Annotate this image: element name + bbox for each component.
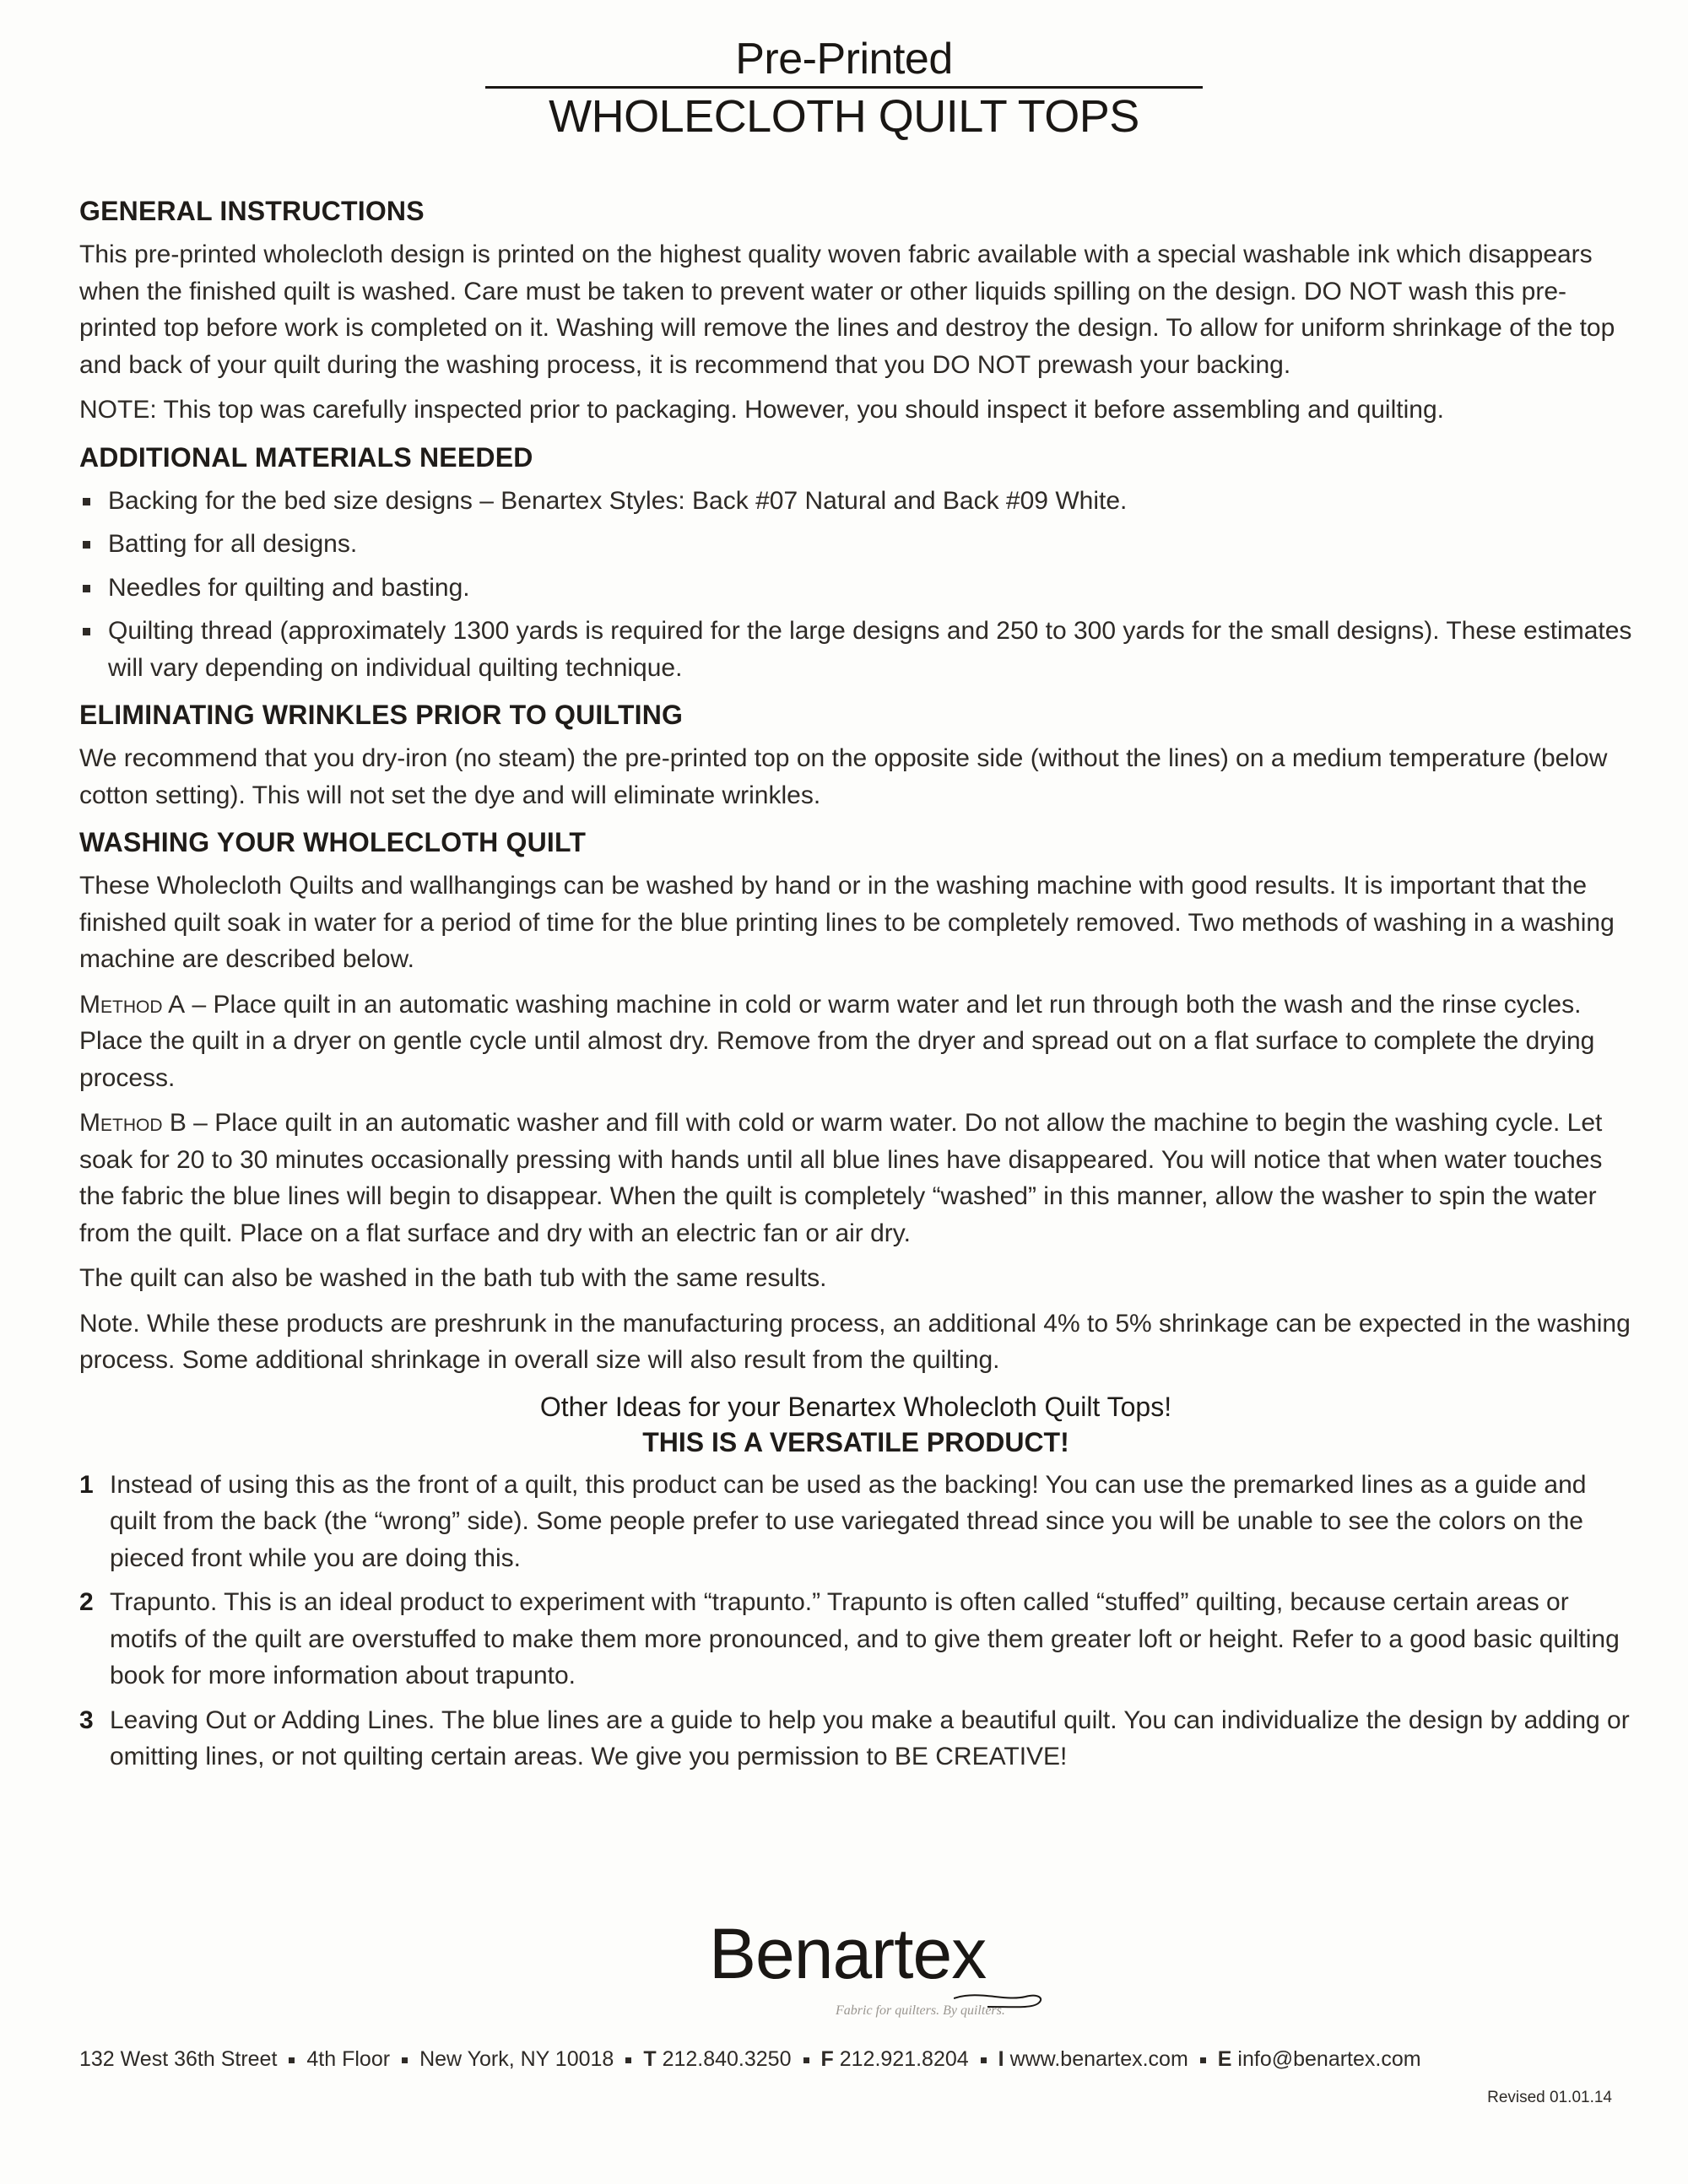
item-number: 1 — [79, 1470, 94, 1499]
list-item — [79, 1702, 1632, 1776]
footer-floor: 4th Floor — [306, 2047, 391, 2071]
general-paragraph: This pre-printed wholecloth design is printed on the highest quality woven fabric available with a special washable ink which disappears when the finished quilt is washed. Care must be taken to prevent water or other liquids spilling on the design. DO NOT wash this pre-printed top before work is completed on it. Washing will remove the lines and destroy the design. To allow for uniform shrinkage of the top and back of your quilt during the washing process, it is recommend that you DO NOT prewash your backing. — [79, 241, 1615, 379]
list-item: Needles for quilting and basting. — [79, 570, 1632, 607]
footer-web-label: I — [998, 2047, 1004, 2071]
bullet-icon — [981, 2057, 987, 2063]
logo-wordmark: Benartex — [709, 1914, 987, 1993]
wrinkles-heading: ELIMINATING WRINKLES PRIOR TO QUILTING — [79, 700, 684, 730]
washing-intro: These Wholecloth Quilts and wallhangings can be washed by hand or in the washing machine with good results. It is important that the finished quilt soak in water for a period of time for the blue printing lines to be completely removed. Two methods of washing in a washing machine are described below. — [79, 872, 1615, 973]
materials-heading: ADDITIONAL MATERIALS NEEDED — [79, 441, 533, 473]
ideas-title: Other Ideas for your Benartex Wholecloth Quilt Tops! — [539, 1391, 1172, 1422]
method-a-text: – Place quilt in an automatic washing machine in cold or warm water and let run through both the wash and the rinse cycles. Place the quilt in a dryer on gentle cycle until almost dry. Remove from the dryer and spread out on a flat surface to complete the drying process. — [79, 990, 1595, 1092]
general-note: NOTE: This top was carefully inspected prior to packaging. However, you should inspect it before assembling and quilting. — [79, 396, 1444, 424]
wrinkles-section — [79, 696, 1632, 814]
contact-footer — [79, 2047, 1632, 2072]
general-heading: GENERAL INSTRUCTIONS — [79, 196, 425, 226]
title-line-2: WHOLECLOTH QUILT TOPS — [549, 91, 1139, 142]
footer-address: 132 West 36th Street — [79, 2047, 278, 2071]
list-item — [79, 1584, 1632, 1695]
general-section — [79, 192, 1632, 429]
method-b — [79, 1105, 1632, 1251]
footer-email-link[interactable]: info@benartex.com — [1237, 2047, 1421, 2071]
footer-fax: 212.921.8204 — [839, 2047, 969, 2071]
title-block — [0, 32, 1688, 144]
bullet-icon — [402, 2057, 408, 2063]
item-text: Leaving Out or Adding Lines. The blue lines are a guide to help you make a beautiful quilt. You can individualize the design by adding or omitting lines, or not quilting certain areas. We give you permission to BE CREATIVE! — [110, 1706, 1630, 1770]
title-line-1: Pre-Printed — [735, 35, 953, 84]
ideas-section — [79, 1389, 1632, 1776]
bathtub-paragraph: The quilt can also be washed in the bath tub with the same results. — [79, 1264, 827, 1292]
ideas-list — [79, 1467, 1632, 1776]
logo-tagline: Fabric for quilters. By quilters. — [836, 2003, 1005, 2018]
bullet-icon — [1200, 2057, 1206, 2063]
wrinkles-paragraph: We recommend that you dry-iron (no steam) the pre-printed top on the opposite side (without the lines) on a medium temperature (below cotton setting). This will not set the dye and will eliminate wrinkles. — [79, 744, 1608, 809]
method-b-text: – Place quilt in an automatic washer and fill with cold or warm water. Do not allow the machine to begin the washing cycle. Let soak for 20 to 30 minutes occasionally pressing with hands until all blue lines have disappeared. You will notice that when water touches the fabric the blue lines will begin to disappear. When the quilt is completely “washed” in this manner, allow the washer to spin the water from the quilt. Place on a flat surface and dry with an electric fan or air dry. — [79, 1109, 1603, 1247]
item-number: 2 — [79, 1588, 94, 1616]
method-b-label: Method B — [79, 1109, 187, 1137]
list-item: Quilting thread (approximately 1300 yards is required for the large designs and 250 to 300 yards for the small designs). These estimates will vary depending on individual quilting technique. — [79, 613, 1632, 686]
ideas-subtitle: THIS IS A VERSATILE PRODUCT! — [642, 1426, 1069, 1457]
shrinkage-note: Note. While these products are preshrunk in the manufacturing process, an additional 4% to 5% shrinkage can be expected in the washing process. Some additional shrinkage in overall size will also result from the quilting. — [79, 1309, 1631, 1374]
washing-heading: WASHING YOUR WHOLECLOTH QUILT — [79, 827, 587, 857]
list-item: Batting for all designs. — [79, 526, 1632, 563]
bullet-icon — [625, 2057, 631, 2063]
footer-tel: 212.840.3250 — [662, 2047, 792, 2071]
main-content — [79, 192, 1632, 1783]
footer-tel-label: T — [643, 2047, 657, 2071]
footer-fax-label: F — [820, 2047, 834, 2071]
washing-section — [79, 824, 1632, 1379]
revised-date: Revised 01.01.14 — [1487, 2089, 1612, 2106]
bullet-icon — [289, 2057, 295, 2063]
footer-city: New York, NY 10018 — [419, 2047, 614, 2071]
materials-section — [79, 439, 1632, 687]
materials-list — [79, 483, 1632, 687]
item-text: Instead of using this as the front of a quilt, this product can be used as the backing! You can use the premarked lines as a guide and quilt from the back (the “wrong” side). Some people prefer to use variegated thread since you will be unable to see the colors on the pieced front while you are doing this. — [110, 1470, 1587, 1572]
footer-web-link[interactable]: www.benartex.com — [1009, 2047, 1188, 2071]
list-item: Backing for the bed size designs – Benartex Styles: Back #07 Natural and Back #09 White. — [79, 483, 1632, 520]
method-a-label: Method A — [79, 990, 186, 1019]
item-text: Trapunto. This is an ideal product to experiment with “trapunto.” Trapunto is often called “stuffed” quilting, because certain areas or motifs of the quilt are overstuffed to make them more pronounced, and to give them greater loft or height. Refer to a good basic quilting book for more information about trapunto. — [110, 1588, 1620, 1689]
bullet-icon — [803, 2057, 809, 2063]
item-number: 3 — [79, 1706, 94, 1734]
list-item — [79, 1467, 1632, 1577]
method-a — [79, 987, 1632, 1097]
benartex-logo — [709, 1916, 1047, 2025]
footer-email-label: E — [1217, 2047, 1232, 2071]
